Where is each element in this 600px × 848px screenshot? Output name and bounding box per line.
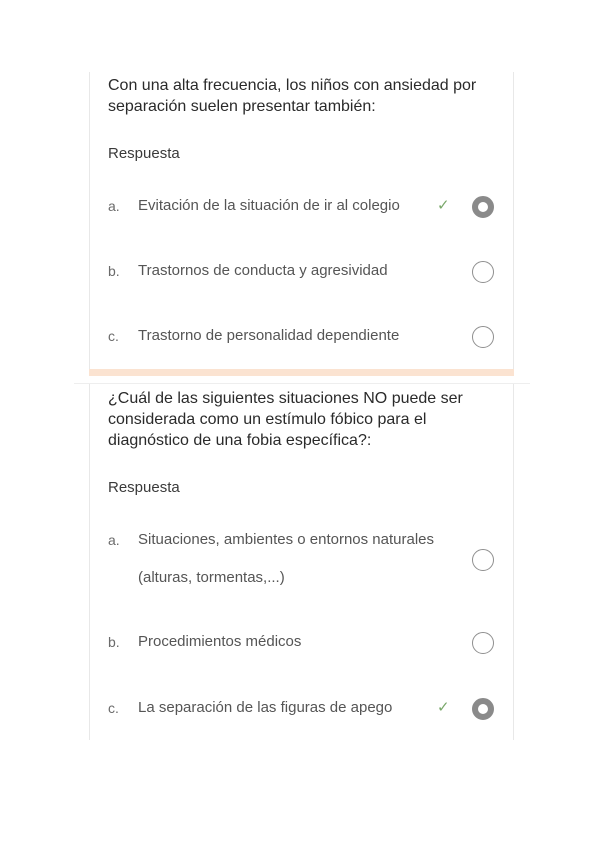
response-label: Respuesta [108, 479, 180, 496]
option-label: Situaciones, ambientes o entornos naturales (alturas, tormentas,...) [138, 531, 435, 586]
check-icon: ✓ [437, 197, 450, 214]
radio-button[interactable] [472, 549, 494, 571]
check-icon: ✓ [437, 699, 450, 716]
radio-selected[interactable] [472, 698, 494, 720]
option-label: Evitación de la situación de ir al colegio [138, 197, 400, 214]
option-letter: c. [108, 700, 119, 716]
option-b[interactable] [108, 263, 500, 293]
question-text: ¿Cuál de las siguientes situaciones NO puede ser considerada como un estímulo fóbico para el diagnóstico de una fobia específica?: [108, 390, 463, 449]
option-letter: c. [108, 328, 119, 344]
option-label: Trastornos de conducta y agresividad [138, 262, 388, 279]
radio-button[interactable] [472, 261, 494, 283]
radio-selected[interactable] [472, 196, 494, 218]
radio-button[interactable] [472, 326, 494, 348]
option-letter: b. [108, 263, 120, 279]
option-label: Trastorno de personalidad dependiente [138, 327, 400, 344]
question-card-2 [89, 384, 514, 740]
response-label: Respuesta [108, 145, 180, 162]
option-c[interactable] [108, 328, 500, 358]
option-letter: a. [108, 198, 120, 214]
accent-bar [89, 369, 514, 376]
option-label: Procedimientos médicos [138, 633, 302, 650]
option-letter: a. [108, 532, 120, 548]
option-label: La separación de las figuras de apego [138, 699, 393, 716]
radio-button[interactable] [472, 632, 494, 654]
option-c[interactable] [108, 700, 500, 730]
question-card-1 [89, 72, 514, 376]
option-a[interactable] [108, 198, 500, 228]
option-letter: b. [108, 634, 120, 650]
option-b[interactable] [108, 634, 500, 664]
question-text: Con una alta frecuencia, los niños con ansiedad por separación suelen presentar también: [108, 77, 477, 115]
option-a[interactable] [108, 532, 500, 592]
